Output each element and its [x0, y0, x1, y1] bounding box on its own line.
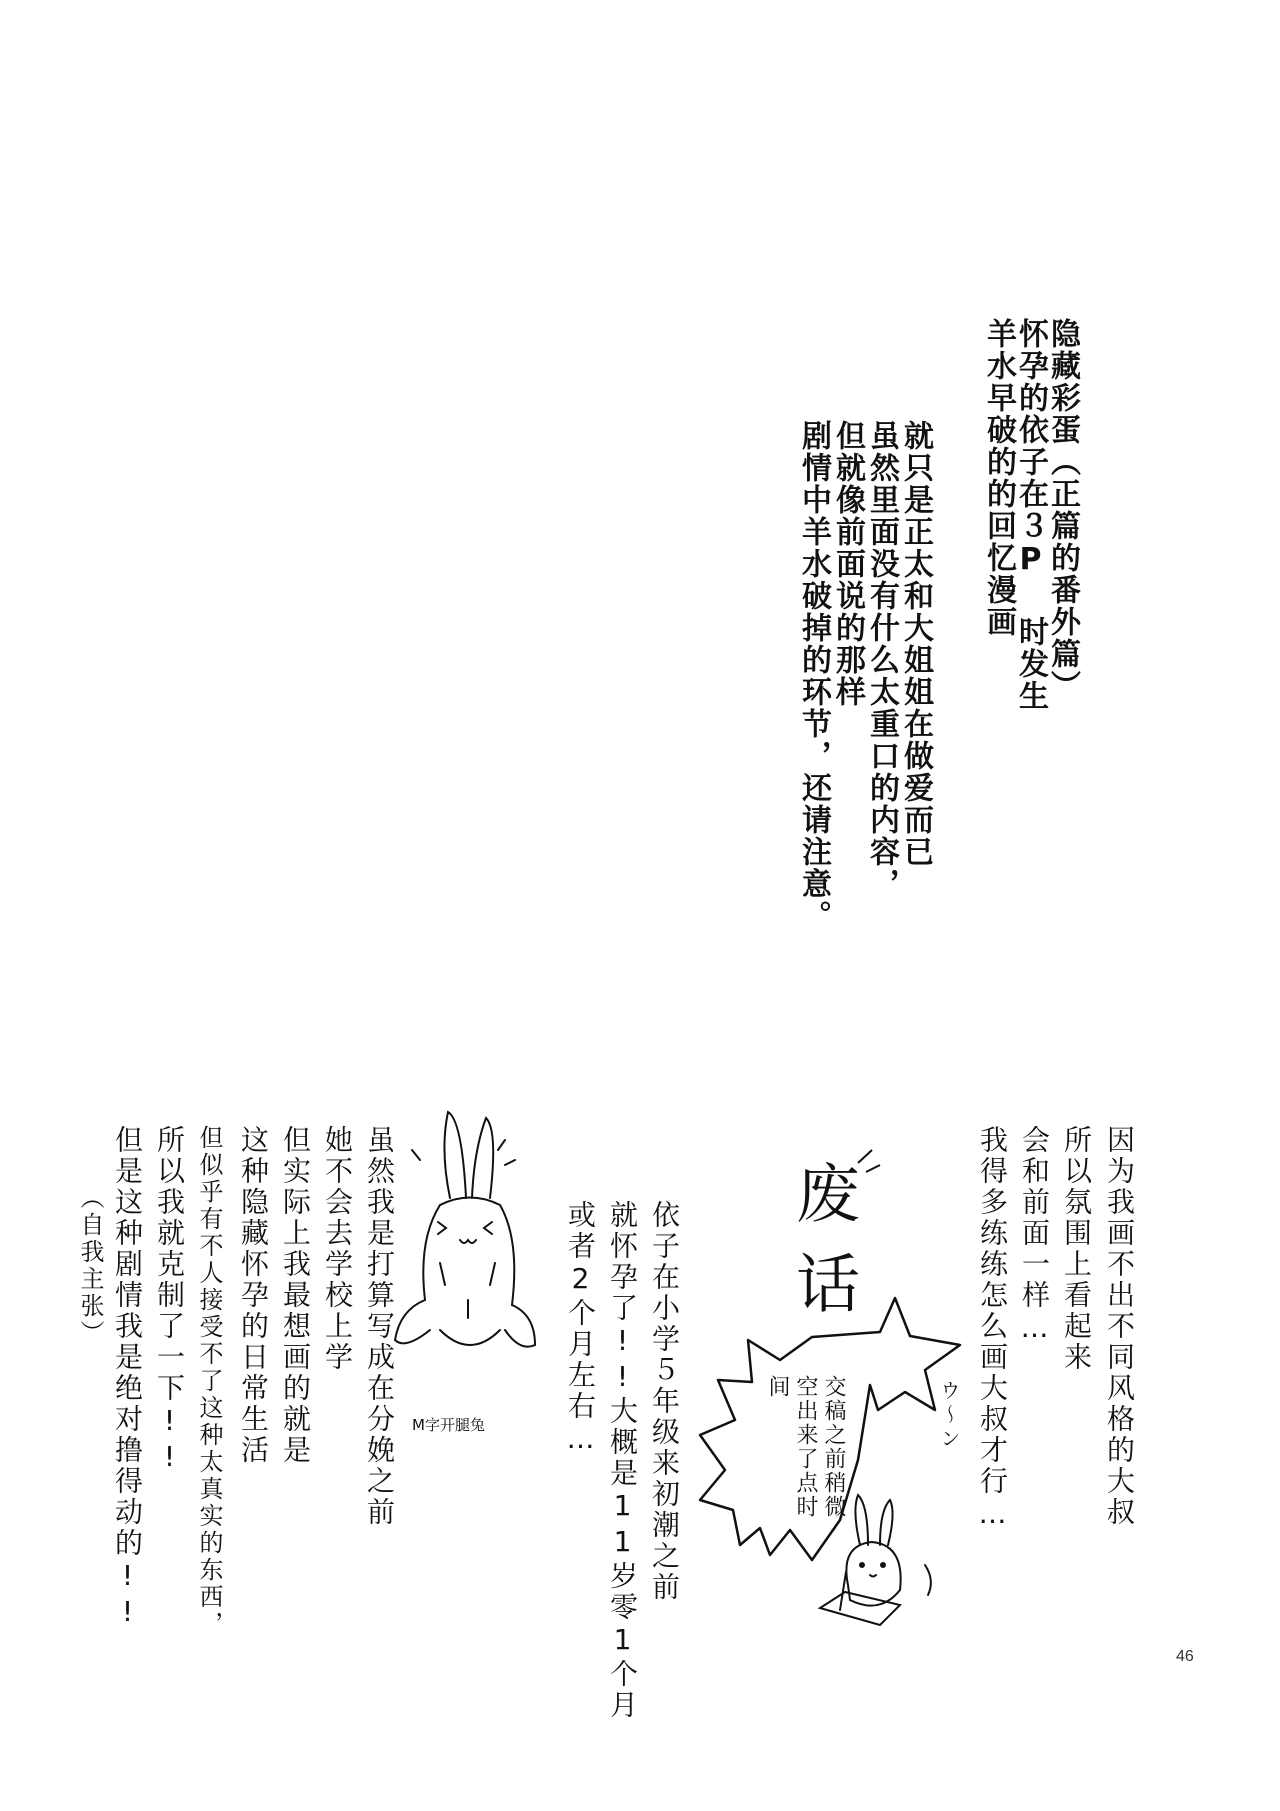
page-number: 46 [1176, 1648, 1194, 1665]
afterword-left-line-2: 她不会去学校上学 [321, 1125, 354, 1373]
spark-lines [858, 1150, 880, 1172]
afterword-title-char-1: 废 [785, 1160, 859, 1224]
bubble-text-line-1: 交稿之前稍微 [821, 1375, 846, 1519]
afterword-left-line-8: （自我主张） [76, 1185, 104, 1347]
afterword-left-line-6: 所以我就克制了一下!! [153, 1125, 186, 1476]
afterword-left-line-3: 但实际上我最想画的就是 [279, 1125, 312, 1466]
bubble-text-line-3: 间 [765, 1375, 790, 1399]
afterword-middle-line-1: 依子在小学５年级来初潮之前 [648, 1200, 681, 1603]
afterword-middle-line-3: 或者2个月左右… [564, 1200, 597, 1458]
note-line-2: 怀孕的依子在３P 时发生 [1013, 318, 1048, 712]
bubble-text-line-2: 空出来了点时 [793, 1375, 818, 1519]
afterword-left-line-5: 但似乎有不人接受不了这种太真实的东西， [195, 1125, 223, 1638]
note-line-5: 虽然里面没有什么太重口的内容， [864, 420, 899, 900]
afterword-right-line-2: 所以氛围上看起来 [1060, 1125, 1093, 1373]
note-line-4: 就只是正太和大姐姐在做爱而已 [898, 420, 933, 868]
m-pose-rabbit-drawing [395, 1112, 535, 1347]
rabbit-caption: M字开腿兔 [412, 1416, 485, 1434]
afterword-right-line-4: 我得多练练怎么画大叔才行… [976, 1125, 1009, 1533]
note-line-6: 但就像前面说的那样 [830, 420, 865, 708]
note-line-7: 剧情中羊水破掉的环节，还请注意。 [796, 420, 831, 932]
note-line-3: 羊水早破的的回忆漫画 [981, 318, 1016, 638]
note-line-1: 隐藏彩蛋（正篇的番外篇） [1045, 318, 1080, 702]
afterword-left-line-1: 虽然我是打算写成在分娩之前 [363, 1125, 396, 1528]
afterword-right-line-1: 因为我画不出不同风格的大叔 [1103, 1125, 1136, 1528]
afterword-left-line-7: 但是这种剧情我是绝对撸得动的!! [111, 1125, 144, 1631]
afterword-left-line-4: 这种隐藏怀孕的日常生活 [237, 1125, 270, 1466]
bubble-sfx: ウ〜ン [937, 1380, 961, 1452]
afterword-right-line-3: 会和前面一样… [1018, 1125, 1051, 1347]
afterword-title-char-2: 话 [785, 1250, 859, 1314]
afterword-middle-line-2: 就怀孕了!!大概是11岁零1个月 [606, 1200, 639, 1721]
